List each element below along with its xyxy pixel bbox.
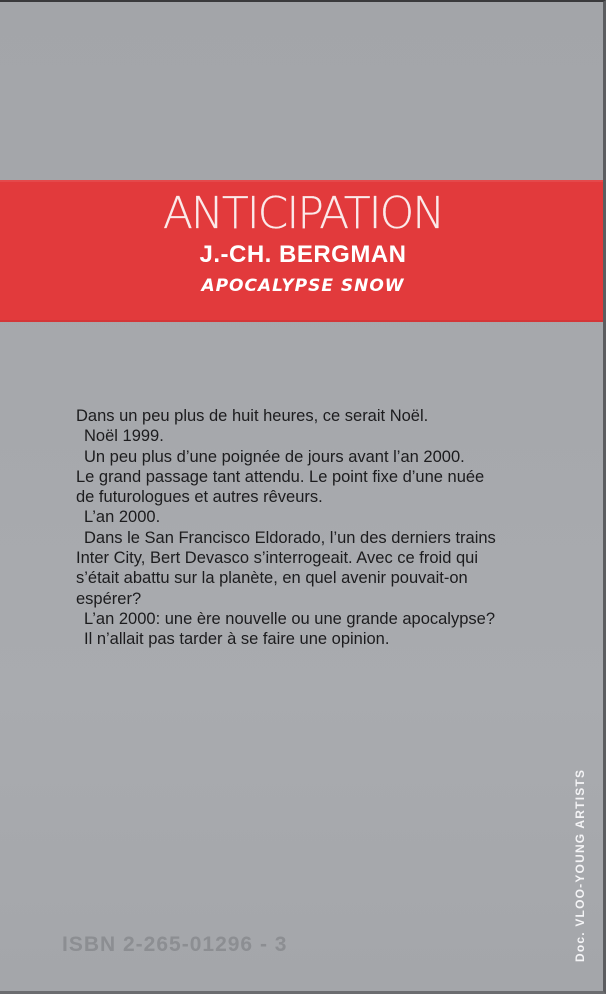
blurb-line: espérer? xyxy=(76,589,142,608)
blurb-line: Dans le San Francisco Eldorado, l’un des derniers trains xyxy=(84,528,496,547)
blurb-line: L’an 2000. xyxy=(84,508,161,527)
blurb-text xyxy=(76,406,556,650)
illustration-credit: Doc. VLOO-YOUNG ARTISTS xyxy=(573,768,587,962)
blurb-line: s’était abattu sur la planète, en quel avenir pouvait-on xyxy=(76,569,468,588)
isbn-number: ISBN 2-265-01296 - 3 xyxy=(62,933,288,956)
blurb-line: Un peu plus d’une poignée de jours avant l’an 2000. xyxy=(84,447,465,466)
blurb-line: Noël 1999. xyxy=(84,427,164,446)
author-name: J.-CH. BERGMAN xyxy=(199,241,407,268)
blurb-line: de futurologues et autres rêveurs. xyxy=(76,488,323,507)
blurb-line: Dans un peu plus de huit heures, ce serait Noël. xyxy=(76,407,429,425)
blurb-line: Inter City, Bert Devasco s’interrogeait. Avec ce froid qui xyxy=(76,549,478,568)
blurb-line: Il n’allait pas tarder à se faire une opinion. xyxy=(84,630,390,649)
series-name: ANTICIPATION xyxy=(162,188,444,239)
blurb-line: L’an 2000: une ère nouvelle ou une grande apocalypse? xyxy=(84,609,496,628)
book-title: APOCALYPSE SNOW xyxy=(201,276,405,296)
blurb-line: Le grand passage tant attendu. Le point fixe d’une nuée xyxy=(76,467,485,486)
